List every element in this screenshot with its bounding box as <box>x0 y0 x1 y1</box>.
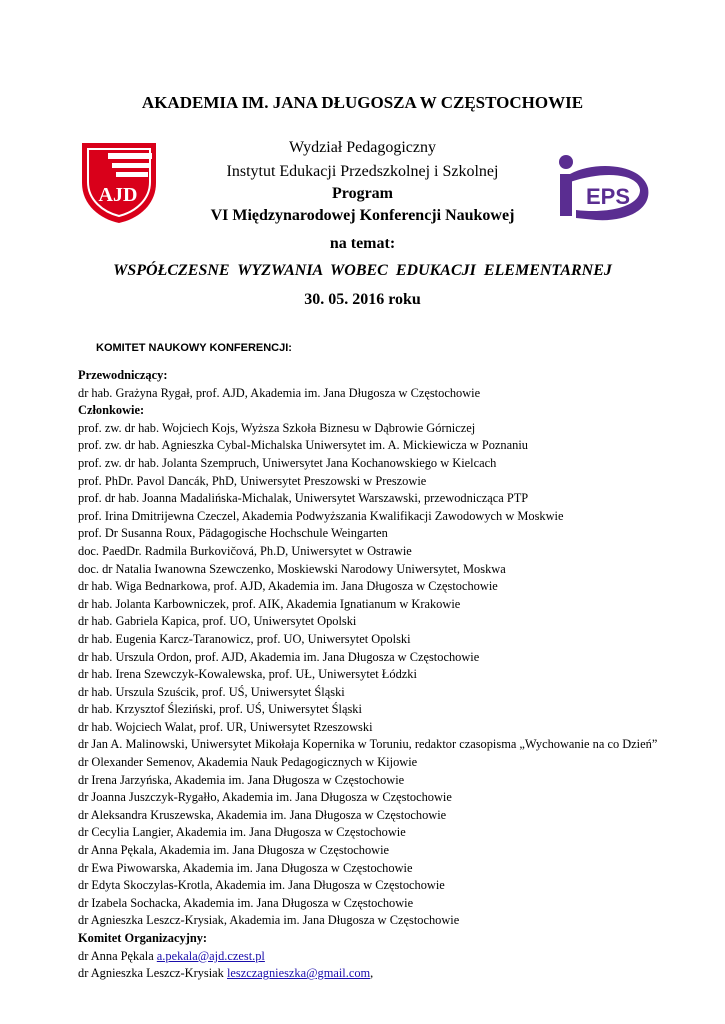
member-entry: dr Olexander Semenov, Akademia Nauk Pedagogicznych w Kijowie <box>78 755 418 770</box>
conference-topic: WSPÓŁCZESNE WYZWANIA WOBEC EDUKACJI ELEMENTARNEJ <box>113 262 612 279</box>
member-entry: dr Cecylia Langier, Akademia im. Jana Długosza w Częstochowie <box>78 825 406 840</box>
member-entry: dr hab. Gabriela Kapica, prof. UO, Uniwersytet Opolski <box>78 614 357 629</box>
member-entry: prof. PhDr. Pavol Dancák, PhD, Uniwersytet Preszowski w Preszowie <box>78 473 427 488</box>
member-entry: prof. Irina Dmitrijewna Czeczel, Akademia Podwyższania Kwalifikacji Zawodowych w Moskwie <box>78 508 564 523</box>
organizer-name: dr Agnieszka Leszcz-Krysiak <box>78 966 227 981</box>
member-entry: dr Agnieszka Leszcz-Krysiak, Akademia im. Jana Długosza w Częstochowie <box>78 913 460 928</box>
conference-name: VI Międzynarodowej Konferencji Naukowej <box>210 207 515 224</box>
member-entry: prof. zw. dr hab. Wojciech Kojs, Wyższa Szkoła Biznesu w Dąbrowie Górniczej <box>78 420 476 435</box>
organizer-email-link[interactable]: leszczagnieszka@gmail.com <box>226 966 371 981</box>
svg-text:EPS: EPS <box>585 184 631 209</box>
member-entry: prof. dr hab. Joanna Madalińska-Michalak, Uniwersytet Warszawski, przewodnicząca PTP <box>78 491 529 506</box>
member-entry: dr Anna Pękala, Akademia im. Jana Długosza w Częstochowie <box>78 843 390 858</box>
organizer-suffix: , <box>370 966 374 981</box>
committee-heading: KOMITET NAUKOWY KONFERENCJI: <box>96 342 292 354</box>
member-entry: prof. zw. dr hab. Jolanta Szempruch, Uniwersytet Jana Kochanowskiego w Kielcach <box>78 455 497 470</box>
member-entry: dr hab. Eugenia Karcz-Taranowicz, prof. UO, Uniwersytet Opolski <box>78 631 411 646</box>
committee-list <box>78 367 718 983</box>
member-entry: doc. dr Natalia Iwanowna Szewczenko, Moskiewski Narodowy Uniwersytet, Moskwa <box>78 561 506 576</box>
member-entry: dr Edyta Skoczylas-Krotla, Akademia im. Jana Długosza w Częstochowie <box>78 878 445 893</box>
organizing-label: Komitet Organizacyjny: <box>78 931 208 945</box>
organizer-email-link[interactable]: a.pekala@ajd.czest.pl <box>156 948 265 963</box>
member-entry: dr Aleksandra Kruszewska, Akademia im. Jana Długosza w Częstochowie <box>78 807 447 822</box>
members-label: Członkowie: <box>78 403 145 418</box>
chair-entry: dr hab. Grażyna Rygał, prof. AJD, Akademia im. Jana Długosza w Częstochowie <box>78 385 481 400</box>
organizer-entry <box>78 948 718 966</box>
program-label: Program <box>331 185 393 202</box>
member-entry: dr Irena Jarzyńska, Akademia im. Jana Długosza w Częstochowie <box>78 772 405 787</box>
member-entry: dr hab. Krzysztof Śleziński, prof. UŚ, Uniwersytet Śląski <box>78 702 362 717</box>
member-entry: dr hab. Urszula Ordon, prof. AJD, Akademia im. Jana Długosza w Częstochowie <box>78 649 480 664</box>
member-entry: dr hab. Jolanta Karbowniczek, prof. AIK, Akademia Ignatianum w Krakowie <box>78 596 461 611</box>
member-entry: dr hab. Wojciech Walat, prof. UR, Uniwersytet Rzeszowski <box>78 719 373 734</box>
institute-name: Instytut Edukacji Przedszkolnej i Szkolnej <box>226 163 499 180</box>
member-entry: prof. zw. dr hab. Agnieszka Cybal-Michalska Uniwersytet im. A. Mickiewicza w Poznaniu <box>78 438 528 453</box>
faculty-name: Wydział Pedagogiczny <box>289 139 436 156</box>
member-entry: dr hab. Irena Szewczyk-Kowalewska, prof. UŁ, Uniwersytet Łódzki <box>78 667 417 682</box>
chair-label: Przewodniczący: <box>78 368 168 382</box>
organizer-entry <box>78 965 718 983</box>
member-entry: prof. Dr Susanna Roux, Pädagogische Hochschule Weingarten <box>78 526 388 541</box>
on-topic-label: na temat: <box>329 235 396 252</box>
university-title: AKADEMIA IM. JANA DŁUGOSZA W CZĘSTOCHOWIE <box>141 93 584 112</box>
member-entry: dr hab. Wiga Bednarkowa, prof. AJD, Akademia im. Jana Długosza w Częstochowie <box>78 579 498 594</box>
member-entry: doc. PaedDr. Radmila Burkovičová, Ph.D, Uniwersytet w Ostrawie <box>78 543 412 558</box>
member-entry: dr Joanna Juszczyk-Rygałło, Akademia im. Jana Długosza w Częstochowie <box>78 790 452 805</box>
member-entry: dr Jan A. Malinowski, Uniwersytet Mikołaja Kopernika w Toruniu, redaktor czasopisma „Wychowanie na co Dzień” <box>78 737 658 752</box>
member-entry: dr hab. Urszula Szuścik, prof. UŚ, Uniwersytet Śląski <box>78 684 345 699</box>
svg-text:AJD: AJD <box>98 184 138 206</box>
conference-date: 30. 05. 2016 roku <box>304 291 421 308</box>
member-entry: dr Ewa Piwowarska, Akademia im. Jana Długosza w Częstochowie <box>78 860 413 875</box>
member-entry: dr Izabela Sochacka, Akademia im. Jana Długosza w Częstochowie <box>78 895 414 910</box>
organizer-name: dr Anna Pękala <box>78 948 157 963</box>
